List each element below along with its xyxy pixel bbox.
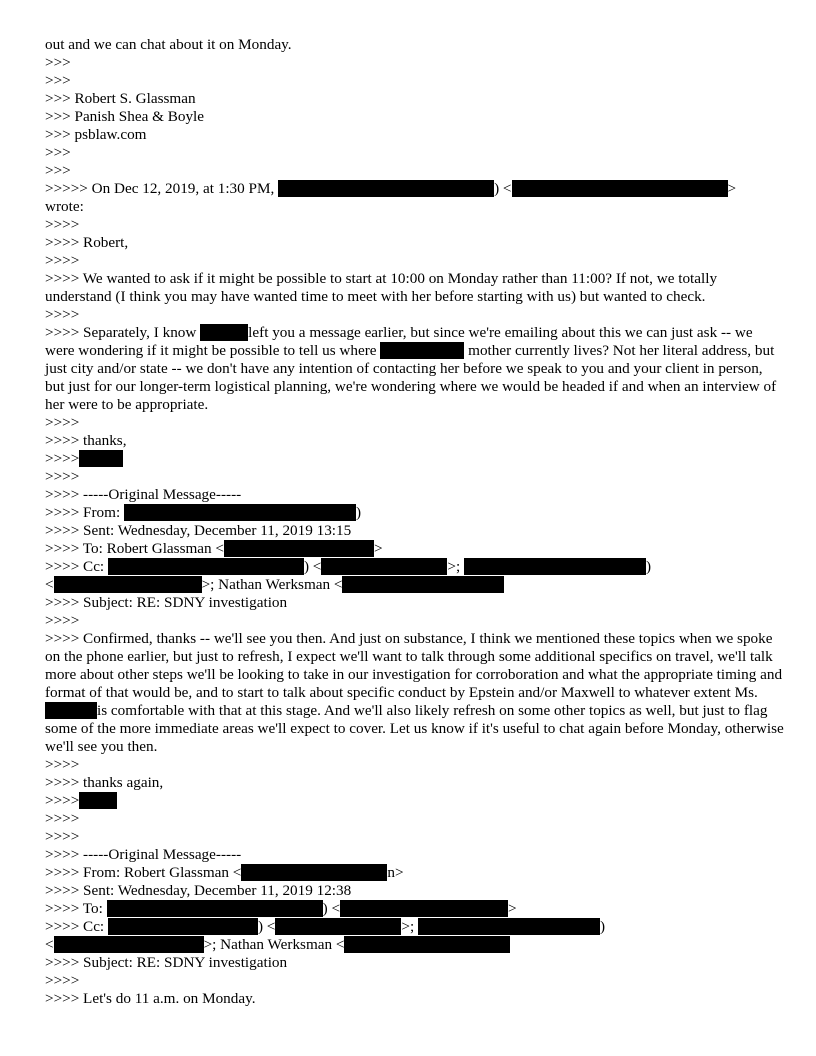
- punct: ) <: [303, 558, 322, 575]
- redaction-bar: [45, 702, 97, 719]
- cc-label: >>>> Cc:: [45, 918, 108, 935]
- reply-header-line: [45, 180, 785, 198]
- quote-marker: >>>>: [45, 252, 80, 269]
- redaction-bar: [275, 918, 401, 935]
- redaction-bar: [108, 558, 304, 575]
- redaction-bar: [79, 450, 123, 467]
- punct: <: [45, 576, 54, 593]
- punct: ) <: [494, 180, 512, 197]
- punct: >: [447, 558, 456, 575]
- quote-marker: >>>: [45, 144, 71, 161]
- redaction-bar: [107, 900, 323, 917]
- punct: ) <: [257, 918, 276, 935]
- redaction-bar: [380, 342, 464, 359]
- signer-line: [45, 792, 785, 810]
- text-line: out and we can chat about it on Monday.: [45, 36, 292, 53]
- to-line: [45, 540, 785, 558]
- redaction-bar: [124, 504, 356, 521]
- redaction-bar: [342, 576, 504, 593]
- quote-marker: >>>>: [45, 306, 80, 323]
- redaction-bar: [241, 864, 387, 881]
- reply-header-text: >>>>> On Dec 12, 2019, at 1:30 PM,: [45, 180, 279, 197]
- paragraph: >>>> We wanted to ask if it might be possible to start at 10:00 on Monday rather than 11:00? If not, we totally understand (I think you may have wanted time to meet with her before starting with us) but wanted to check.: [45, 270, 718, 305]
- quote-marker: >>>>: [45, 414, 80, 431]
- cc-name: >; Nathan Werksman <: [203, 936, 345, 953]
- to-line: [45, 900, 785, 918]
- email-document: [45, 36, 785, 1008]
- quote-marker: >>>>: [45, 612, 80, 629]
- original-message-divider: >>>> -----Original Message-----: [45, 486, 242, 503]
- redaction-bar: [54, 936, 204, 953]
- cc-label: >>>> Cc:: [45, 558, 108, 575]
- sent-line: >>>> Sent: Wednesday, December 11, 2019 13:15: [45, 522, 352, 539]
- cc-continued-line: [45, 936, 785, 954]
- quote-marker: >>>: [45, 162, 71, 179]
- from-line: [45, 864, 785, 882]
- redaction-bar: [321, 558, 447, 575]
- redaction-bar: [200, 324, 248, 341]
- punct: ): [599, 918, 606, 935]
- punct: >: [374, 540, 383, 557]
- redaction-bar: [278, 180, 494, 197]
- subject-line: >>>> Subject: RE: SDNY investigation: [45, 594, 288, 611]
- quote-marker: >>>: [45, 54, 71, 71]
- text-line: wrote:: [45, 198, 84, 215]
- quote-marker: >>>>: [45, 450, 80, 467]
- punct: ;: [409, 918, 415, 935]
- punct: n>: [387, 864, 404, 881]
- cc-name: >; Nathan Werksman <: [201, 576, 343, 593]
- punct: >: [508, 900, 517, 917]
- redaction-bar: [340, 900, 508, 917]
- paragraph-text: is comfortable with that at this stage. And we'll also likely refresh on some other topics as well, but just to flag some of the more immediate areas we'll expect to cover. Let us know if it's useful to chat again before Monday, otherwise we'll see you then.: [45, 702, 784, 755]
- paragraph-text: left you a message earlier, but since we're emailing about this we can just ask -- we were wondering if it might be possible to tell us where: [45, 324, 753, 359]
- punct: ): [645, 558, 652, 575]
- redaction-bar: [344, 936, 510, 953]
- from-line: [45, 504, 785, 522]
- from-label: >>>> From: Robert Glassman <: [45, 864, 242, 881]
- sent-line: >>>> Sent: Wednesday, December 11, 2019 12:38: [45, 882, 352, 899]
- signature-name: >>> Robert S. Glassman: [45, 90, 196, 107]
- sign-off: >>>> thanks again,: [45, 774, 164, 791]
- redaction-bar: [224, 540, 374, 557]
- quote-marker: >>>: [45, 72, 71, 89]
- paragraph-text: >>>> Confirmed, thanks -- we'll see you then. And just on substance, I think we mentioned these topics when we spoke on the phone earlier, but just to refresh, I expect we'll want to talk through some additional specifics on travel, we'll talk more about other steps we'll be looking to take in our investigation for corroboration and what the appropriate timing and format of that would be, and to start to talk about specific conduct by Epstein and/or Maxwell to whatever extent Ms.: [45, 630, 783, 701]
- cc-line: [45, 918, 785, 936]
- punct: ): [356, 504, 362, 521]
- greeting: >>>> Robert,: [45, 234, 129, 251]
- quote-marker: >>>>: [45, 810, 80, 827]
- quote-marker: >>>>: [45, 792, 80, 809]
- from-label: >>>> From:: [45, 504, 124, 521]
- punct: ) <: [322, 900, 341, 917]
- redaction-bar: [79, 792, 117, 809]
- paragraph-text: mother currently lives? Not her literal address, but just city and/or state -- we don't have any intention of contacting her before we speak to you and your client in person, but just for our longer-term logistical planning, we're wondering where we would be headed if and when an interview of her were to be appropriate.: [45, 342, 777, 413]
- signature-firm: >>> Panish Shea & Boyle: [45, 108, 205, 125]
- signer-line: [45, 450, 785, 468]
- cc-continued-line: [45, 576, 785, 594]
- redaction-bar: [418, 918, 600, 935]
- paragraph-text: >>>> Separately, I know: [45, 324, 201, 341]
- redaction-bar: [108, 918, 258, 935]
- quote-marker: >>>>: [45, 216, 80, 233]
- redaction-bar: [464, 558, 646, 575]
- punct: <: [45, 936, 54, 953]
- text-line: >>>> Let's do 11 a.m. on Monday.: [45, 990, 256, 1007]
- cc-line: [45, 558, 785, 576]
- quote-marker: >>>>: [45, 972, 80, 989]
- to-label: >>>> To:: [45, 900, 107, 917]
- quote-marker: >>>>: [45, 468, 80, 485]
- sign-off: >>>> thanks,: [45, 432, 127, 449]
- signature-website: >>> psblaw.com: [45, 126, 147, 143]
- redaction-bar: [512, 180, 728, 197]
- original-message-divider: >>>> -----Original Message-----: [45, 846, 242, 863]
- to-label: >>>> To: Robert Glassman <: [45, 540, 225, 557]
- quote-marker: >>>>: [45, 828, 80, 845]
- redaction-bar: [54, 576, 202, 593]
- paragraph: [45, 630, 785, 756]
- quote-marker: >>>>: [45, 756, 80, 773]
- punct: >: [401, 918, 410, 935]
- punct: ;: [455, 558, 461, 575]
- paragraph: [45, 324, 785, 414]
- punct: >: [727, 180, 737, 197]
- subject-line: >>>> Subject: RE: SDNY investigation: [45, 954, 288, 971]
